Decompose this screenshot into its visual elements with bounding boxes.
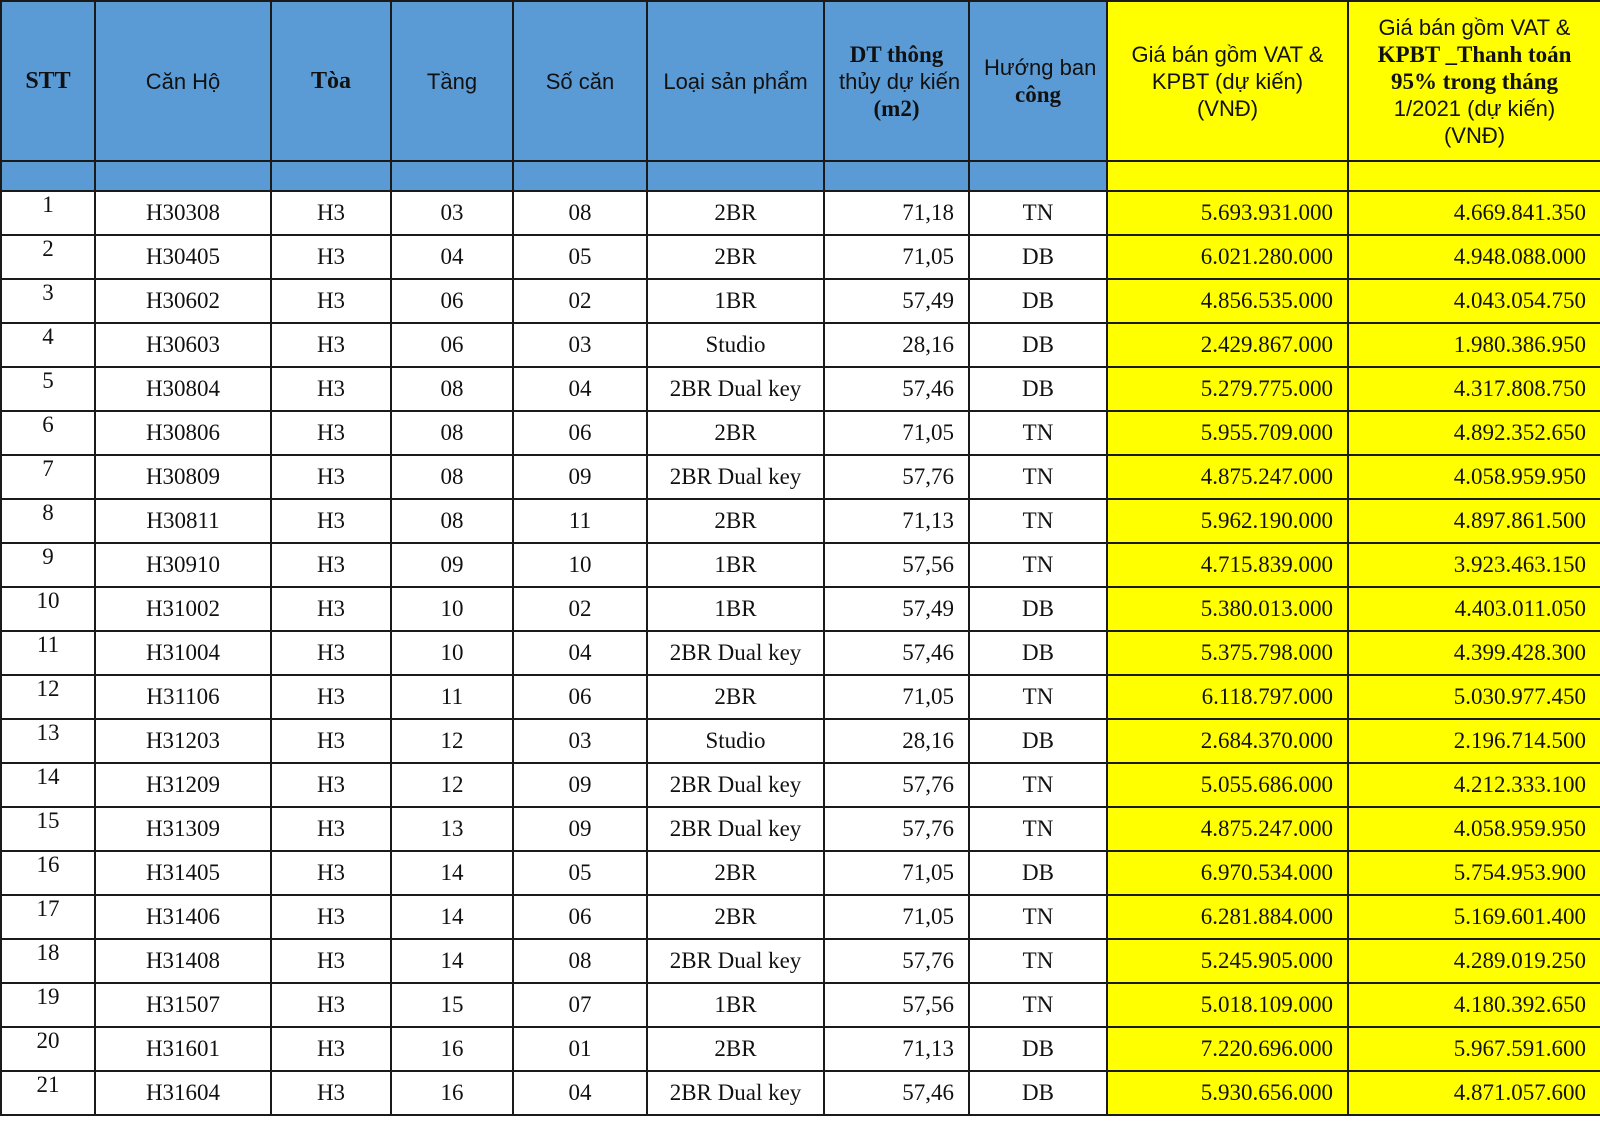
cell-dt-thong-thuy: 71,05 bbox=[824, 851, 969, 895]
cell-so-can: 03 bbox=[513, 719, 647, 763]
cell-stt: 17 bbox=[1, 895, 95, 939]
spacer-cell bbox=[969, 161, 1107, 191]
cell-dt-thong-thuy: 28,16 bbox=[824, 719, 969, 763]
cell-loai-san-pham: 1BR bbox=[647, 983, 824, 1027]
cell-dt-thong-thuy: 57,46 bbox=[824, 367, 969, 411]
table-row bbox=[1, 455, 1600, 499]
cell-huong-ban-cong: DB bbox=[969, 367, 1107, 411]
cell-gia-ban: 5.375.798.000 bbox=[1107, 631, 1348, 675]
cell-toa: H3 bbox=[271, 807, 391, 851]
cell-loai-san-pham: 2BR Dual key bbox=[647, 763, 824, 807]
cell-gia-ban-thanh-toan: 4.317.808.750 bbox=[1348, 367, 1600, 411]
cell-toa: H3 bbox=[271, 1071, 391, 1115]
cell-gia-ban: 5.955.709.000 bbox=[1107, 411, 1348, 455]
cell-dt-thong-thuy: 57,76 bbox=[824, 763, 969, 807]
cell-tang: 03 bbox=[391, 191, 513, 235]
cell-dt-thong-thuy: 71,13 bbox=[824, 1027, 969, 1071]
cell-can-ho: H30405 bbox=[95, 235, 271, 279]
cell-toa: H3 bbox=[271, 279, 391, 323]
cell-tang: 16 bbox=[391, 1071, 513, 1115]
header-tang: Tầng bbox=[391, 1, 513, 161]
cell-tang: 13 bbox=[391, 807, 513, 851]
cell-loai-san-pham: 2BR bbox=[647, 675, 824, 719]
cell-dt-thong-thuy: 57,76 bbox=[824, 939, 969, 983]
cell-gia-ban-thanh-toan: 4.180.392.650 bbox=[1348, 983, 1600, 1027]
cell-loai-san-pham: 2BR Dual key bbox=[647, 631, 824, 675]
cell-loai-san-pham: 1BR bbox=[647, 279, 824, 323]
cell-huong-ban-cong: DB bbox=[969, 851, 1107, 895]
cell-gia-ban: 2.684.370.000 bbox=[1107, 719, 1348, 763]
cell-gia-ban-thanh-toan: 5.754.953.900 bbox=[1348, 851, 1600, 895]
cell-stt: 11 bbox=[1, 631, 95, 675]
cell-so-can: 02 bbox=[513, 279, 647, 323]
cell-gia-ban-thanh-toan: 3.923.463.150 bbox=[1348, 543, 1600, 587]
cell-huong-ban-cong: TN bbox=[969, 763, 1107, 807]
header-gia2-line3: 95% trong tháng bbox=[1391, 68, 1558, 94]
cell-tang: 08 bbox=[391, 367, 513, 411]
cell-gia-ban: 4.715.839.000 bbox=[1107, 543, 1348, 587]
cell-so-can: 06 bbox=[513, 895, 647, 939]
cell-toa: H3 bbox=[271, 1027, 391, 1071]
cell-gia-ban-thanh-toan: 4.948.088.000 bbox=[1348, 235, 1600, 279]
cell-huong-ban-cong: TN bbox=[969, 895, 1107, 939]
header-spacer-row bbox=[1, 161, 1600, 191]
cell-loai-san-pham: 2BR bbox=[647, 411, 824, 455]
cell-dt-thong-thuy: 71,18 bbox=[824, 191, 969, 235]
cell-toa: H3 bbox=[271, 895, 391, 939]
header-loai-san-pham: Loại sản phẩm bbox=[647, 1, 824, 161]
cell-gia-ban-thanh-toan: 4.669.841.350 bbox=[1348, 191, 1600, 235]
cell-gia-ban-thanh-toan: 1.980.386.950 bbox=[1348, 323, 1600, 367]
cell-gia-ban-thanh-toan: 4.403.011.050 bbox=[1348, 587, 1600, 631]
cell-so-can: 01 bbox=[513, 1027, 647, 1071]
cell-loai-san-pham: Studio bbox=[647, 719, 824, 763]
cell-huong-ban-cong: TN bbox=[969, 411, 1107, 455]
cell-can-ho: H31004 bbox=[95, 631, 271, 675]
table-row bbox=[1, 543, 1600, 587]
cell-gia-ban: 6.118.797.000 bbox=[1107, 675, 1348, 719]
cell-toa: H3 bbox=[271, 543, 391, 587]
cell-dt-thong-thuy: 57,49 bbox=[824, 587, 969, 631]
cell-can-ho: H31406 bbox=[95, 895, 271, 939]
cell-tang: 15 bbox=[391, 983, 513, 1027]
cell-can-ho: H30603 bbox=[95, 323, 271, 367]
header-huong-line1: Hướng ban bbox=[984, 55, 1097, 80]
cell-tang: 12 bbox=[391, 763, 513, 807]
header-dt-line2: thủy dự kiến bbox=[839, 68, 961, 94]
table-row bbox=[1, 323, 1600, 367]
cell-can-ho: H30804 bbox=[95, 367, 271, 411]
cell-loai-san-pham: 2BR Dual key bbox=[647, 367, 824, 411]
cell-tang: 14 bbox=[391, 939, 513, 983]
header-gia2-line2: KPBT _Thanh toán bbox=[1377, 41, 1572, 67]
cell-stt: 13 bbox=[1, 719, 95, 763]
header-toa: Tòa bbox=[271, 1, 391, 161]
cell-tang: 14 bbox=[391, 895, 513, 939]
cell-gia-ban: 7.220.696.000 bbox=[1107, 1027, 1348, 1071]
cell-can-ho: H30602 bbox=[95, 279, 271, 323]
cell-can-ho: H31408 bbox=[95, 939, 271, 983]
cell-tang: 06 bbox=[391, 279, 513, 323]
cell-tang: 06 bbox=[391, 323, 513, 367]
cell-so-can: 08 bbox=[513, 939, 647, 983]
cell-loai-san-pham: 2BR Dual key bbox=[647, 455, 824, 499]
cell-dt-thong-thuy: 57,76 bbox=[824, 807, 969, 851]
cell-can-ho: H31309 bbox=[95, 807, 271, 851]
spacer-cell bbox=[647, 161, 824, 191]
cell-so-can: 06 bbox=[513, 411, 647, 455]
cell-gia-ban: 6.021.280.000 bbox=[1107, 235, 1348, 279]
cell-can-ho: H31209 bbox=[95, 763, 271, 807]
cell-loai-san-pham: 2BR Dual key bbox=[647, 807, 824, 851]
cell-dt-thong-thuy: 57,76 bbox=[824, 455, 969, 499]
cell-dt-thong-thuy: 57,56 bbox=[824, 543, 969, 587]
cell-gia-ban: 5.693.931.000 bbox=[1107, 191, 1348, 235]
cell-dt-thong-thuy: 57,49 bbox=[824, 279, 969, 323]
cell-toa: H3 bbox=[271, 323, 391, 367]
cell-can-ho: H31405 bbox=[95, 851, 271, 895]
cell-loai-san-pham: 1BR bbox=[647, 543, 824, 587]
cell-so-can: 04 bbox=[513, 1071, 647, 1115]
cell-can-ho: H30806 bbox=[95, 411, 271, 455]
cell-gia-ban: 5.962.190.000 bbox=[1107, 499, 1348, 543]
cell-toa: H3 bbox=[271, 719, 391, 763]
header-huong-ban-cong bbox=[969, 1, 1107, 161]
table-body bbox=[1, 191, 1600, 1115]
cell-huong-ban-cong: TN bbox=[969, 455, 1107, 499]
header-gia-ban-thanh-toan bbox=[1348, 1, 1600, 161]
cell-huong-ban-cong: TN bbox=[969, 499, 1107, 543]
cell-toa: H3 bbox=[271, 983, 391, 1027]
cell-stt: 1 bbox=[1, 191, 95, 235]
cell-can-ho: H31106 bbox=[95, 675, 271, 719]
cell-can-ho: H31507 bbox=[95, 983, 271, 1027]
cell-gia-ban-thanh-toan: 5.169.601.400 bbox=[1348, 895, 1600, 939]
cell-gia-ban: 4.875.247.000 bbox=[1107, 455, 1348, 499]
cell-dt-thong-thuy: 57,46 bbox=[824, 631, 969, 675]
cell-so-can: 05 bbox=[513, 235, 647, 279]
cell-dt-thong-thuy: 71,05 bbox=[824, 675, 969, 719]
cell-loai-san-pham: 2BR bbox=[647, 895, 824, 939]
cell-can-ho: H31002 bbox=[95, 587, 271, 631]
table-row bbox=[1, 1071, 1600, 1115]
cell-huong-ban-cong: DB bbox=[969, 587, 1107, 631]
table-row bbox=[1, 675, 1600, 719]
cell-gia-ban: 6.281.884.000 bbox=[1107, 895, 1348, 939]
cell-stt: 9 bbox=[1, 543, 95, 587]
header-stt: STT bbox=[1, 1, 95, 161]
cell-stt: 8 bbox=[1, 499, 95, 543]
cell-toa: H3 bbox=[271, 851, 391, 895]
table-row bbox=[1, 587, 1600, 631]
cell-so-can: 04 bbox=[513, 367, 647, 411]
cell-gia-ban-thanh-toan: 4.058.959.950 bbox=[1348, 455, 1600, 499]
cell-gia-ban: 4.856.535.000 bbox=[1107, 279, 1348, 323]
cell-stt: 3 bbox=[1, 279, 95, 323]
spacer-cell bbox=[824, 161, 969, 191]
cell-loai-san-pham: 2BR Dual key bbox=[647, 1071, 824, 1115]
cell-stt: 14 bbox=[1, 763, 95, 807]
cell-loai-san-pham: 2BR bbox=[647, 235, 824, 279]
cell-gia-ban: 5.380.013.000 bbox=[1107, 587, 1348, 631]
spacer-cell bbox=[1, 161, 95, 191]
cell-loai-san-pham: 2BR bbox=[647, 191, 824, 235]
cell-huong-ban-cong: TN bbox=[969, 807, 1107, 851]
cell-huong-ban-cong: DB bbox=[969, 323, 1107, 367]
cell-so-can: 08 bbox=[513, 191, 647, 235]
cell-loai-san-pham: 2BR bbox=[647, 499, 824, 543]
cell-huong-ban-cong: DB bbox=[969, 235, 1107, 279]
cell-so-can: 09 bbox=[513, 763, 647, 807]
spacer-cell bbox=[1348, 161, 1600, 191]
cell-toa: H3 bbox=[271, 675, 391, 719]
cell-so-can: 09 bbox=[513, 455, 647, 499]
cell-stt: 16 bbox=[1, 851, 95, 895]
cell-gia-ban-thanh-toan: 4.289.019.250 bbox=[1348, 939, 1600, 983]
cell-toa: H3 bbox=[271, 499, 391, 543]
cell-stt: 7 bbox=[1, 455, 95, 499]
cell-dt-thong-thuy: 57,46 bbox=[824, 1071, 969, 1115]
cell-loai-san-pham: 2BR bbox=[647, 1027, 824, 1071]
cell-tang: 16 bbox=[391, 1027, 513, 1071]
cell-gia-ban-thanh-toan: 4.058.959.950 bbox=[1348, 807, 1600, 851]
cell-gia-ban-thanh-toan: 4.871.057.600 bbox=[1348, 1071, 1600, 1115]
cell-stt: 19 bbox=[1, 983, 95, 1027]
cell-toa: H3 bbox=[271, 587, 391, 631]
cell-so-can: 04 bbox=[513, 631, 647, 675]
cell-tang: 11 bbox=[391, 675, 513, 719]
cell-huong-ban-cong: TN bbox=[969, 675, 1107, 719]
cell-huong-ban-cong: TN bbox=[969, 939, 1107, 983]
cell-so-can: 10 bbox=[513, 543, 647, 587]
cell-can-ho: H30308 bbox=[95, 191, 271, 235]
header-gia2-line1: Giá bán gồm VAT & bbox=[1378, 14, 1571, 40]
cell-dt-thong-thuy: 71,05 bbox=[824, 895, 969, 939]
cell-can-ho: H31604 bbox=[95, 1071, 271, 1115]
header-dt-thong-thuy bbox=[824, 1, 969, 161]
spacer-cell bbox=[271, 161, 391, 191]
table-row bbox=[1, 983, 1600, 1027]
table-row bbox=[1, 367, 1600, 411]
cell-gia-ban: 5.245.905.000 bbox=[1107, 939, 1348, 983]
cell-can-ho: H30910 bbox=[95, 543, 271, 587]
cell-loai-san-pham: Studio bbox=[647, 323, 824, 367]
cell-gia-ban: 5.930.656.000 bbox=[1107, 1071, 1348, 1115]
cell-toa: H3 bbox=[271, 631, 391, 675]
cell-gia-ban-thanh-toan: 4.897.861.500 bbox=[1348, 499, 1600, 543]
table-row bbox=[1, 631, 1600, 675]
cell-stt: 15 bbox=[1, 807, 95, 851]
cell-can-ho: H30809 bbox=[95, 455, 271, 499]
table-row bbox=[1, 807, 1600, 851]
cell-so-can: 09 bbox=[513, 807, 647, 851]
cell-gia-ban-thanh-toan: 4.043.054.750 bbox=[1348, 279, 1600, 323]
cell-gia-ban-thanh-toan: 5.030.977.450 bbox=[1348, 675, 1600, 719]
cell-so-can: 03 bbox=[513, 323, 647, 367]
spacer-cell bbox=[95, 161, 271, 191]
cell-gia-ban: 5.018.109.000 bbox=[1107, 983, 1348, 1027]
cell-dt-thong-thuy: 71,13 bbox=[824, 499, 969, 543]
cell-gia-ban: 2.429.867.000 bbox=[1107, 323, 1348, 367]
cell-dt-thong-thuy: 71,05 bbox=[824, 411, 969, 455]
header-gia2-line5: (VNĐ) bbox=[1443, 122, 1506, 148]
cell-tang: 10 bbox=[391, 631, 513, 675]
table-row bbox=[1, 411, 1600, 455]
table-row bbox=[1, 895, 1600, 939]
cell-toa: H3 bbox=[271, 235, 391, 279]
cell-tang: 08 bbox=[391, 455, 513, 499]
cell-huong-ban-cong: DB bbox=[969, 631, 1107, 675]
cell-dt-thong-thuy: 57,56 bbox=[824, 983, 969, 1027]
cell-tang: 08 bbox=[391, 499, 513, 543]
cell-tang: 14 bbox=[391, 851, 513, 895]
cell-stt: 10 bbox=[1, 587, 95, 631]
cell-so-can: 06 bbox=[513, 675, 647, 719]
table-row bbox=[1, 851, 1600, 895]
cell-toa: H3 bbox=[271, 763, 391, 807]
cell-huong-ban-cong: TN bbox=[969, 543, 1107, 587]
cell-gia-ban-thanh-toan: 4.892.352.650 bbox=[1348, 411, 1600, 455]
cell-stt: 20 bbox=[1, 1027, 95, 1071]
cell-toa: H3 bbox=[271, 191, 391, 235]
cell-gia-ban-thanh-toan: 2.196.714.500 bbox=[1348, 719, 1600, 763]
cell-so-can: 02 bbox=[513, 587, 647, 631]
cell-huong-ban-cong: TN bbox=[969, 191, 1107, 235]
spacer-cell bbox=[513, 161, 647, 191]
cell-so-can: 05 bbox=[513, 851, 647, 895]
cell-stt: 21 bbox=[1, 1071, 95, 1115]
header-gia1-line1: Giá bán gồm VAT & bbox=[1131, 41, 1324, 67]
spacer-cell bbox=[1107, 161, 1348, 191]
cell-stt: 6 bbox=[1, 411, 95, 455]
cell-loai-san-pham: 2BR Dual key bbox=[647, 939, 824, 983]
table-row bbox=[1, 763, 1600, 807]
cell-tang: 04 bbox=[391, 235, 513, 279]
header-gia2-line4: 1/2021 (dự kiến) bbox=[1393, 95, 1556, 121]
header-dt-line1: DT thông bbox=[849, 41, 944, 67]
cell-gia-ban: 4.875.247.000 bbox=[1107, 807, 1348, 851]
spacer-cell bbox=[391, 161, 513, 191]
cell-gia-ban-thanh-toan: 4.399.428.300 bbox=[1348, 631, 1600, 675]
table-row bbox=[1, 191, 1600, 235]
cell-toa: H3 bbox=[271, 939, 391, 983]
cell-loai-san-pham: 2BR bbox=[647, 851, 824, 895]
cell-tang: 08 bbox=[391, 411, 513, 455]
cell-huong-ban-cong: DB bbox=[969, 279, 1107, 323]
cell-tang: 09 bbox=[391, 543, 513, 587]
cell-loai-san-pham: 1BR bbox=[647, 587, 824, 631]
cell-gia-ban-thanh-toan: 4.212.333.100 bbox=[1348, 763, 1600, 807]
cell-gia-ban: 6.970.534.000 bbox=[1107, 851, 1348, 895]
table-row bbox=[1, 499, 1600, 543]
cell-toa: H3 bbox=[271, 455, 391, 499]
cell-so-can: 07 bbox=[513, 983, 647, 1027]
header-huong-line2: công bbox=[1015, 82, 1061, 107]
table-row bbox=[1, 1027, 1600, 1071]
cell-gia-ban: 5.279.775.000 bbox=[1107, 367, 1348, 411]
cell-toa: H3 bbox=[271, 411, 391, 455]
header-gia-ban bbox=[1107, 1, 1348, 161]
cell-stt: 4 bbox=[1, 323, 95, 367]
cell-gia-ban-thanh-toan: 5.967.591.600 bbox=[1348, 1027, 1600, 1071]
cell-gia-ban: 5.055.686.000 bbox=[1107, 763, 1348, 807]
cell-huong-ban-cong: DB bbox=[969, 1027, 1107, 1071]
cell-tang: 10 bbox=[391, 587, 513, 631]
table-row bbox=[1, 719, 1600, 763]
cell-can-ho: H31601 bbox=[95, 1027, 271, 1071]
cell-dt-thong-thuy: 71,05 bbox=[824, 235, 969, 279]
cell-huong-ban-cong: DB bbox=[969, 719, 1107, 763]
cell-stt: 5 bbox=[1, 367, 95, 411]
header-so-can: Số căn bbox=[513, 1, 647, 161]
table-row bbox=[1, 939, 1600, 983]
cell-can-ho: H30811 bbox=[95, 499, 271, 543]
cell-huong-ban-cong: DB bbox=[969, 1071, 1107, 1115]
cell-so-can: 11 bbox=[513, 499, 647, 543]
cell-stt: 2 bbox=[1, 235, 95, 279]
header-can-ho: Căn Hộ bbox=[95, 1, 271, 161]
table-row bbox=[1, 279, 1600, 323]
cell-stt: 12 bbox=[1, 675, 95, 719]
cell-tang: 12 bbox=[391, 719, 513, 763]
cell-dt-thong-thuy: 28,16 bbox=[824, 323, 969, 367]
cell-toa: H3 bbox=[271, 367, 391, 411]
cell-can-ho: H31203 bbox=[95, 719, 271, 763]
table-row bbox=[1, 235, 1600, 279]
header-row bbox=[1, 1, 1600, 161]
header-gia1-line2: KPBT (dự kiến) bbox=[1151, 68, 1304, 94]
cell-stt: 18 bbox=[1, 939, 95, 983]
cell-huong-ban-cong: TN bbox=[969, 983, 1107, 1027]
header-dt-line3: (m2) bbox=[873, 95, 920, 121]
header-gia1-line3: (VNĐ) bbox=[1196, 95, 1259, 121]
